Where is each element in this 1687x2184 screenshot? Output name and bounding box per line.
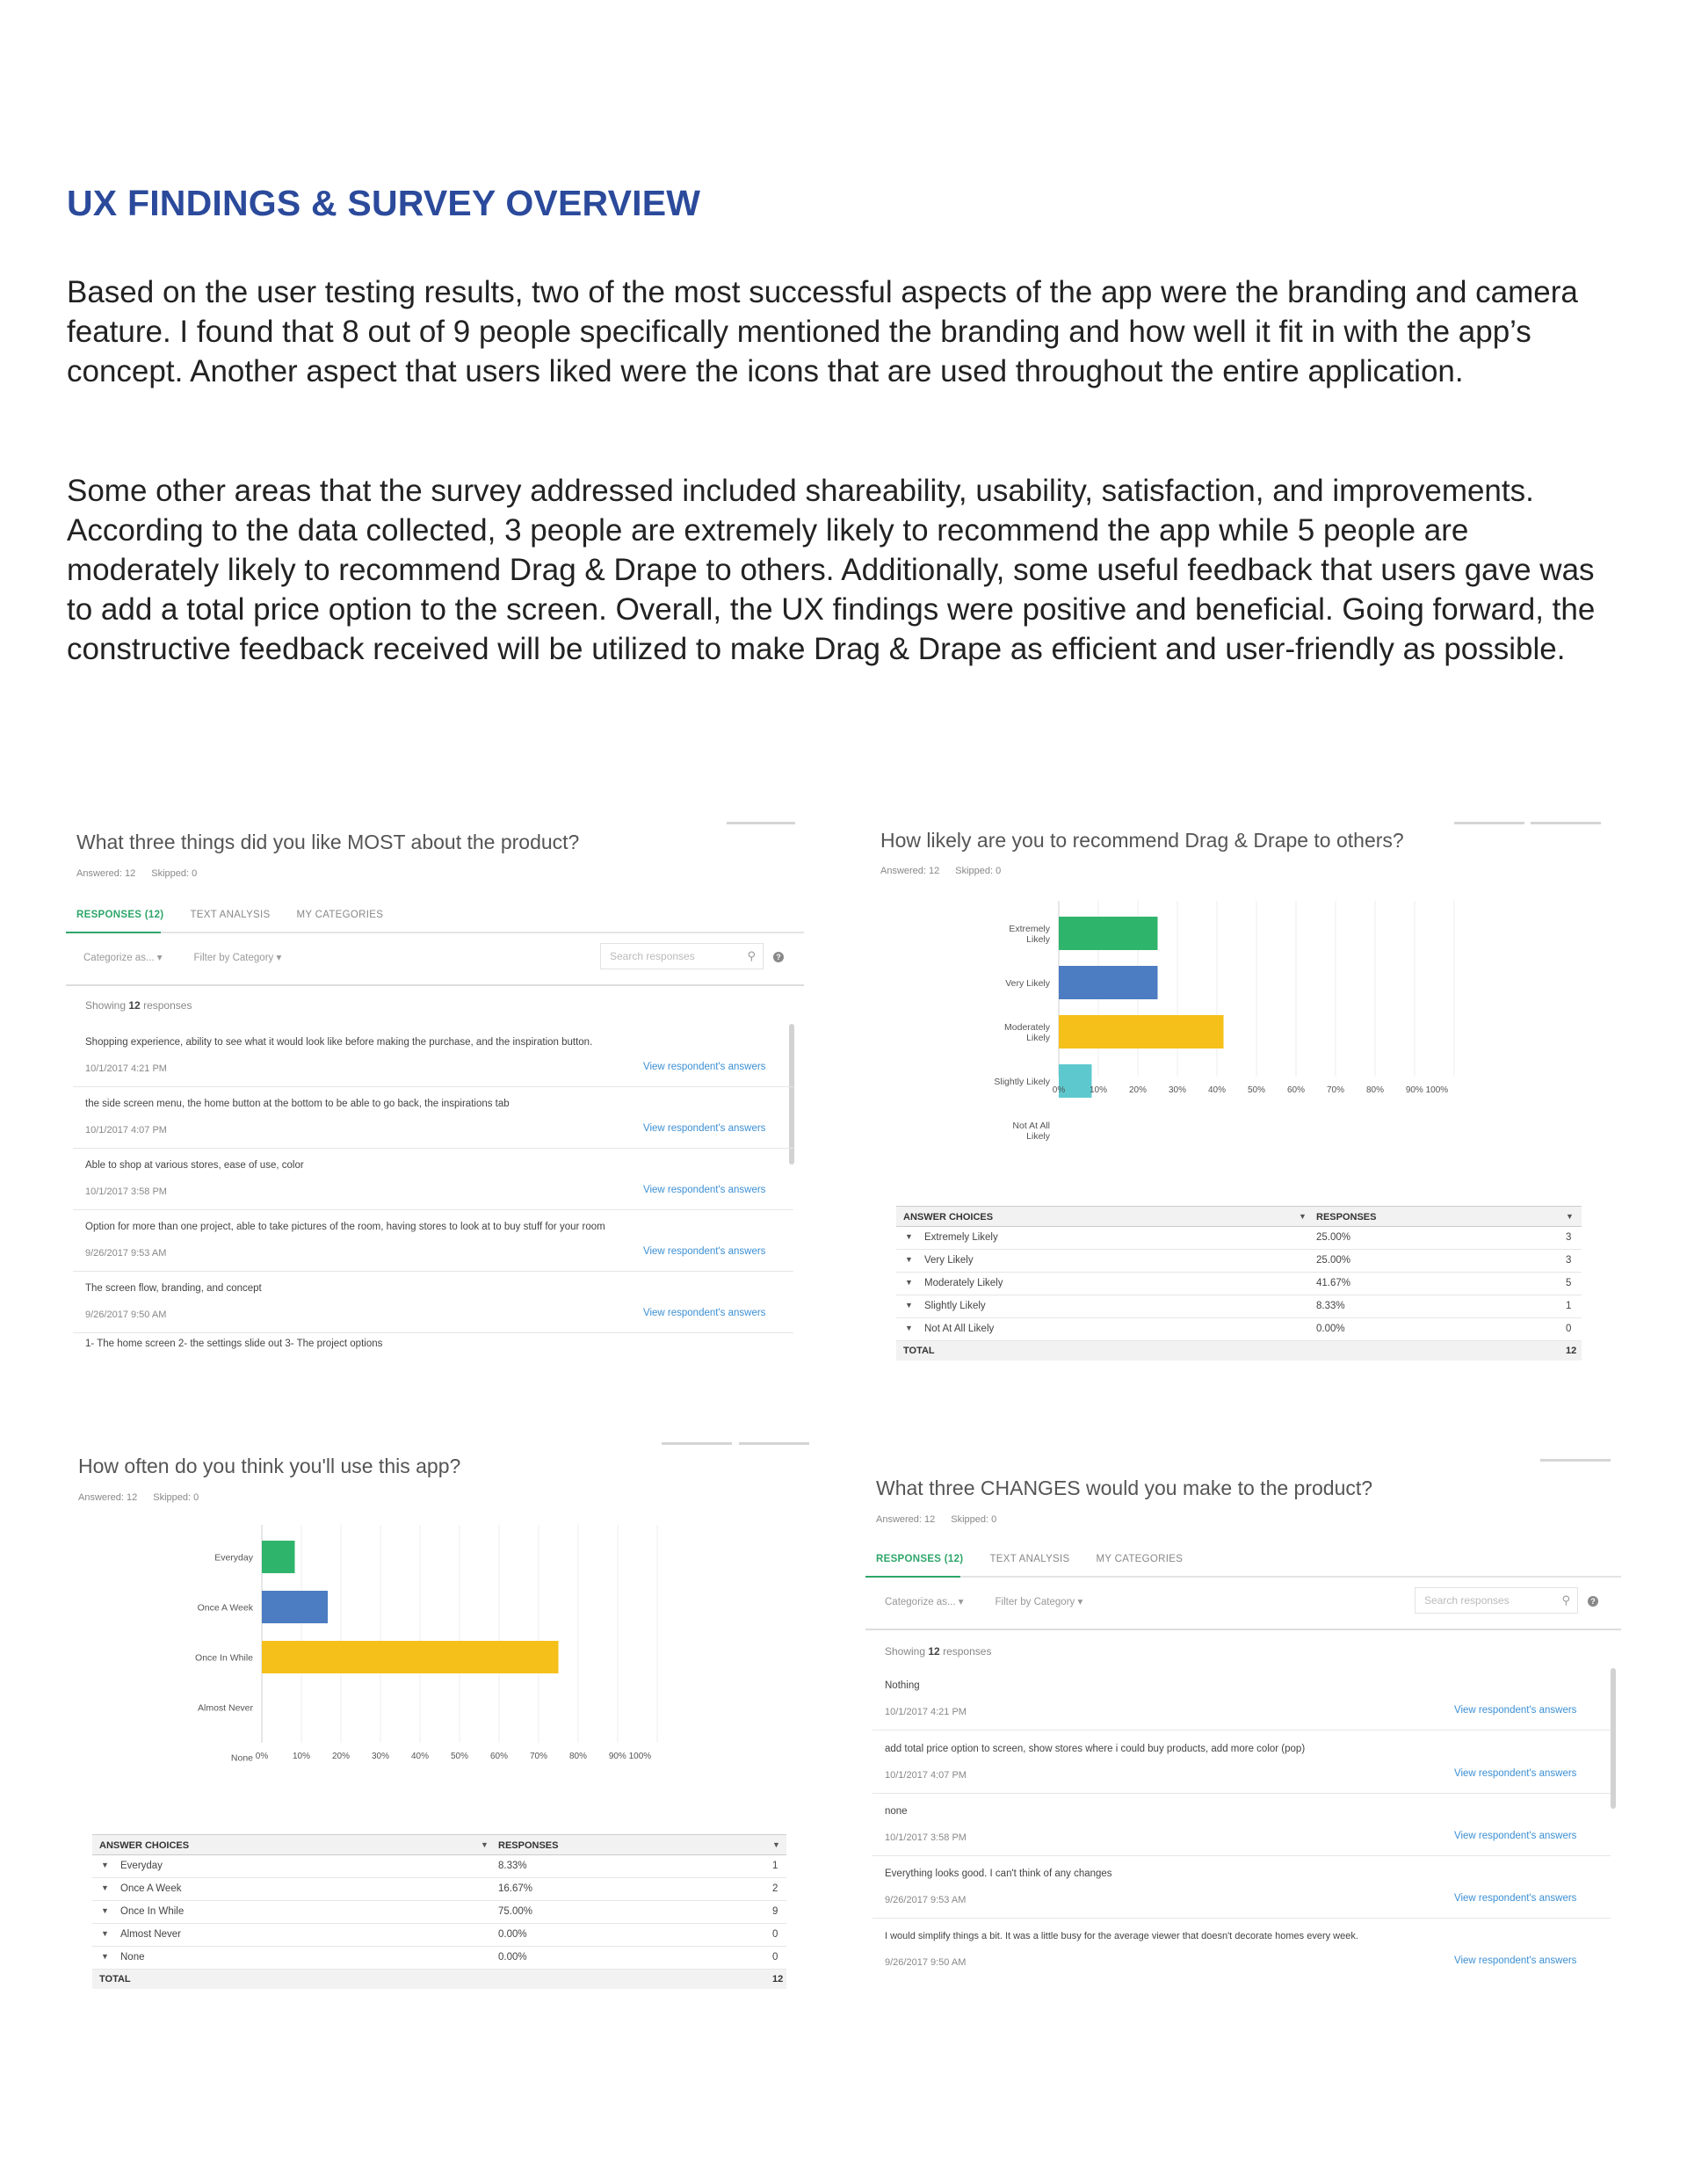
search-icon[interactable]: ⚲ xyxy=(747,949,756,962)
category-label: Very Likely xyxy=(1005,978,1050,989)
skipped-count: Skipped: 0 xyxy=(951,1514,997,1525)
answer-table xyxy=(92,1834,786,2010)
response-date: 10/1/2017 4:21 PM xyxy=(85,1063,167,1074)
answered-count: Answered: 12 xyxy=(876,1514,936,1525)
bar-3 xyxy=(262,1641,559,1673)
table-total-row: TOTAL 12 xyxy=(896,1341,1582,1360)
category-label: Not At All Likely xyxy=(1012,1121,1050,1142)
table-row: ▼ Slightly Likely 8.33% 1 xyxy=(896,1295,1582,1318)
header-responses[interactable]: RESPONSES xyxy=(498,1840,559,1851)
tab-underline xyxy=(865,1576,1621,1578)
tick-label: 0% xyxy=(255,1752,269,1761)
tick-label: 90% 100% xyxy=(608,1752,652,1761)
filter-bar xyxy=(885,1595,1082,1607)
expand-icon[interactable]: ▼ xyxy=(905,1278,913,1287)
bar-2 xyxy=(262,1591,328,1623)
table-total-row: TOTAL 12 xyxy=(92,1970,786,1989)
search-placeholder: Search responses xyxy=(610,950,695,962)
page-heading: UX FINDINGS & SURVEY OVERVIEW xyxy=(67,183,701,223)
response-tabs xyxy=(76,910,383,932)
response-text: Everything looks good. I can't think of any changes xyxy=(885,1868,1112,1879)
category-label: Once In While xyxy=(195,1652,253,1664)
view-answers-link[interactable]: View respondent's answers xyxy=(1454,1955,1577,1966)
survey-panel-usage xyxy=(66,1437,813,2017)
response-date: 9/26/2017 9:50 AM xyxy=(85,1310,167,1320)
panel-drag-handle[interactable] xyxy=(1531,822,1601,824)
response-text: Option for more than one project, able to take pictures of the room, having stores to look at to buy stuff for your room xyxy=(85,1222,605,1232)
tab-underline xyxy=(66,932,804,933)
panel-drag-handle[interactable] xyxy=(739,1442,809,1445)
sort-icon[interactable]: ▼ xyxy=(1566,1212,1574,1221)
skipped-count: Skipped: 0 xyxy=(153,1492,199,1503)
search-icon[interactable]: ⚲ xyxy=(1561,1593,1570,1607)
survey-panel-recommend xyxy=(870,813,1608,1402)
table-header xyxy=(896,1206,1582,1227)
response-tabs xyxy=(876,1554,1183,1577)
category-label: Once A Week xyxy=(197,1602,253,1614)
response-text: none xyxy=(885,1806,908,1817)
header-answer-choices[interactable]: ANSWER CHOICES xyxy=(903,1212,994,1223)
category-label: Almost Never xyxy=(197,1702,253,1714)
header-answer-choices[interactable]: ANSWER CHOICES xyxy=(99,1840,190,1851)
showing-count: Showing 12 responses xyxy=(885,1645,992,1658)
view-answers-link[interactable]: View respondent's answers xyxy=(1454,1831,1577,1841)
expand-icon[interactable]: ▼ xyxy=(101,1883,109,1892)
tick-label: 70% xyxy=(529,1752,548,1761)
tick-label: 20% xyxy=(1128,1085,1148,1095)
table-row: ▼ Extremely Likely 25.00% 3 xyxy=(896,1227,1582,1250)
response-date: 10/1/2017 4:07 PM xyxy=(85,1125,167,1136)
expand-icon[interactable]: ▼ xyxy=(101,1906,109,1915)
filter-bar xyxy=(83,951,281,963)
usage-bar-chart xyxy=(66,1516,716,1780)
view-answers-link[interactable]: View respondent's answers xyxy=(643,1246,766,1257)
header-responses[interactable]: RESPONSES xyxy=(1316,1212,1377,1223)
question-meta xyxy=(78,1492,214,1503)
view-answers-link[interactable]: View respondent's answers xyxy=(643,1123,766,1134)
question-title: What three CHANGES would you make to the product? xyxy=(876,1477,1373,1499)
response-date: 9/26/2017 9:53 AM xyxy=(85,1248,167,1259)
answer-table xyxy=(896,1206,1582,1382)
response-date: 9/26/2017 9:50 AM xyxy=(885,1957,967,1968)
response-date: 10/1/2017 4:07 PM xyxy=(885,1770,967,1781)
view-answers-link[interactable]: View respondent's answers xyxy=(643,1062,766,1072)
tick-label: 50% xyxy=(1247,1085,1266,1095)
view-answers-link[interactable]: View respondent's answers xyxy=(1454,1893,1577,1904)
tab-text-analysis[interactable]: TEXT ANALYSIS xyxy=(989,1554,1070,1564)
response-date: 10/1/2017 3:58 PM xyxy=(885,1832,967,1843)
panel-drag-handle[interactable] xyxy=(662,1442,732,1445)
expand-icon[interactable]: ▼ xyxy=(101,1929,109,1938)
panel-drag-handle[interactable] xyxy=(1540,1459,1611,1462)
tab-my-categories[interactable]: MY CATEGORIES xyxy=(1096,1554,1184,1564)
table-row: ▼ Everyday 8.33% 1 xyxy=(92,1855,786,1878)
recommend-bar-chart xyxy=(870,892,1502,1142)
question-title: How often do you think you'll use this app? xyxy=(78,1455,461,1477)
table-row: ▼ Moderately Likely 41.67% 5 xyxy=(896,1273,1582,1295)
search-placeholder: Search responses xyxy=(1424,1594,1510,1607)
question-meta xyxy=(876,1514,1012,1525)
bar-1 xyxy=(262,1541,294,1573)
filter-separator xyxy=(865,1629,1621,1630)
table-row: ▼ None 0.00% 0 xyxy=(92,1947,786,1970)
chart-svg xyxy=(66,1516,716,1780)
tab-responses[interactable]: RESPONSES (12) xyxy=(76,910,164,920)
tick-label: 20% xyxy=(331,1752,351,1761)
question-title: How likely are you to recommend Drag & Drape to others? xyxy=(880,829,1404,852)
view-answers-link[interactable]: View respondent's answers xyxy=(1454,1768,1577,1779)
bar-1 xyxy=(1059,917,1158,950)
table-row: ▼ Once In While 75.00% 9 xyxy=(92,1901,786,1924)
tick-label: 10% xyxy=(1089,1085,1108,1095)
search-input[interactable] xyxy=(1415,1587,1578,1614)
panel-drag-handle[interactable] xyxy=(1454,822,1524,824)
survey-panel-changes xyxy=(865,1450,1621,1986)
response-date: 10/1/2017 4:21 PM xyxy=(885,1707,967,1717)
categorize-dropdown[interactable]: Categorize as... ▾ xyxy=(885,1597,964,1607)
expand-icon[interactable]: ▼ xyxy=(905,1301,913,1310)
tick-label: 60% xyxy=(1286,1085,1306,1095)
tab-my-categories[interactable]: MY CATEGORIES xyxy=(296,910,384,920)
scrollbar[interactable] xyxy=(1611,1668,1616,1809)
tick-label: 80% xyxy=(1365,1085,1385,1095)
category-label: Moderately Likely xyxy=(1004,1022,1050,1043)
tick-label: 70% xyxy=(1326,1085,1345,1095)
help-icon[interactable]: ? xyxy=(773,952,784,962)
tick-label: 40% xyxy=(1207,1085,1227,1095)
findings-paragraph-1: Based on the user testing results, two of the most successful aspects of the app were the branding and camera feature. I found that 8 out of 9 people specifically mentioned the branding and how well it fit in with the app’s concept. Another aspect that users liked were the icons that are used throughout the entire application. xyxy=(67,275,1578,388)
bar-3 xyxy=(1059,1015,1224,1048)
tick-label: 30% xyxy=(1168,1085,1187,1095)
category-label: Everyday xyxy=(214,1552,253,1564)
survey-panel-like-most xyxy=(66,813,804,1358)
view-answers-link[interactable]: View respondent's answers xyxy=(643,1308,766,1318)
table-row: ▼ Very Likely 25.00% 3 xyxy=(896,1250,1582,1273)
response-text: add total price option to screen, show stores where i could buy products, add more color (pop) xyxy=(885,1744,1306,1754)
table-row: ▼ Once A Week 16.67% 2 xyxy=(92,1878,786,1901)
tick-label: 50% xyxy=(450,1752,469,1761)
view-answers-link[interactable]: View respondent's answers xyxy=(643,1185,766,1195)
response-date: 10/1/2017 3:58 PM xyxy=(85,1186,167,1197)
tick-label: 10% xyxy=(292,1752,311,1761)
tick-label: 90% 100% xyxy=(1405,1085,1449,1095)
expand-icon[interactable]: ▼ xyxy=(905,1255,913,1264)
expand-icon[interactable]: ▼ xyxy=(905,1232,913,1241)
categorize-dropdown[interactable]: Categorize as... ▾ xyxy=(83,953,163,963)
showing-count: Showing 12 responses xyxy=(85,999,192,1012)
response-text: The screen flow, branding, and concept xyxy=(85,1283,262,1294)
category-label: Extremely Likely xyxy=(1009,924,1050,945)
tick-label: 80% xyxy=(568,1752,588,1761)
response-text: I would simplify things a bit. It was a little busy for the average viewer that doesn't decorate homes every week. xyxy=(885,1931,1358,1941)
bar-2 xyxy=(1059,966,1158,999)
response-text: 1- The home screen 2- the settings slide out 3- The project options xyxy=(85,1339,383,1349)
response-text: Nothing xyxy=(885,1680,920,1691)
filter-separator xyxy=(66,984,804,986)
skipped-count: Skipped: 0 xyxy=(955,866,1002,876)
answered-count: Answered: 12 xyxy=(78,1492,138,1503)
response-text: Able to shop at various stores, ease of use, color xyxy=(85,1160,304,1171)
tick-label: 60% xyxy=(489,1752,509,1761)
search-input[interactable] xyxy=(600,943,764,969)
tick-label: 30% xyxy=(371,1752,390,1761)
category-label: None xyxy=(230,1752,253,1764)
table-row: ▼ Almost Never 0.00% 0 xyxy=(92,1924,786,1947)
question-meta xyxy=(76,868,213,879)
expand-icon[interactable]: ▼ xyxy=(101,1861,109,1869)
filter-dropdown[interactable]: Filter by Category ▾ xyxy=(193,953,282,963)
category-label: Slightly Likely xyxy=(994,1077,1050,1087)
skipped-count: Skipped: 0 xyxy=(151,868,198,879)
expand-icon[interactable]: ▼ xyxy=(101,1952,109,1961)
response-text: the side screen menu, the home button at the bottom to be able to go back, the inspirations tab xyxy=(85,1099,510,1109)
sort-icon[interactable]: ▼ xyxy=(481,1840,489,1849)
table-row: ▼ Not At All Likely 0.00% 0 xyxy=(896,1318,1582,1341)
tab-text-analysis[interactable]: TEXT ANALYSIS xyxy=(190,910,271,920)
tick-label: 40% xyxy=(410,1752,430,1761)
sort-icon[interactable]: ▼ xyxy=(1299,1212,1307,1221)
response-date: 9/26/2017 9:53 AM xyxy=(885,1895,967,1905)
sort-icon[interactable]: ▼ xyxy=(772,1840,780,1849)
findings-paragraph-2: Some other areas that the survey addressed included shareability, usability, satisfaction, and improvements. According to the data collected, 3 people are extremely likely to recommend the app while 5 people are moderately likely to recommend Drag & Drape to others. Additionally, some useful feedback that users gave was to add a total price option to the screen. Overall, the UX findings were positive and beneficial. Going forward, the constructive feedback received will be utilized to make Drag & Drape as efficient and user-friendly as possible. xyxy=(67,474,1596,666)
chart-svg xyxy=(870,892,1502,1142)
tab-responses[interactable]: RESPONSES (12) xyxy=(876,1554,964,1564)
view-answers-link[interactable]: View respondent's answers xyxy=(1454,1705,1577,1716)
question-meta xyxy=(880,866,1017,876)
panel-drag-handle[interactable] xyxy=(727,822,795,824)
answered-count: Answered: 12 xyxy=(880,866,940,876)
scrollbar[interactable] xyxy=(789,1024,794,1165)
response-text: Shopping experience, ability to see what it would look like before making the purchase, and the inspiration button. xyxy=(85,1037,593,1048)
filter-dropdown[interactable]: Filter by Category ▾ xyxy=(995,1597,1083,1607)
answered-count: Answered: 12 xyxy=(76,868,136,879)
expand-icon[interactable]: ▼ xyxy=(905,1324,913,1332)
table-header xyxy=(92,1834,786,1855)
question-title: What three things did you like MOST about the product? xyxy=(76,831,580,853)
tick-label: 0% xyxy=(1052,1085,1066,1095)
help-icon[interactable]: ? xyxy=(1588,1596,1598,1607)
